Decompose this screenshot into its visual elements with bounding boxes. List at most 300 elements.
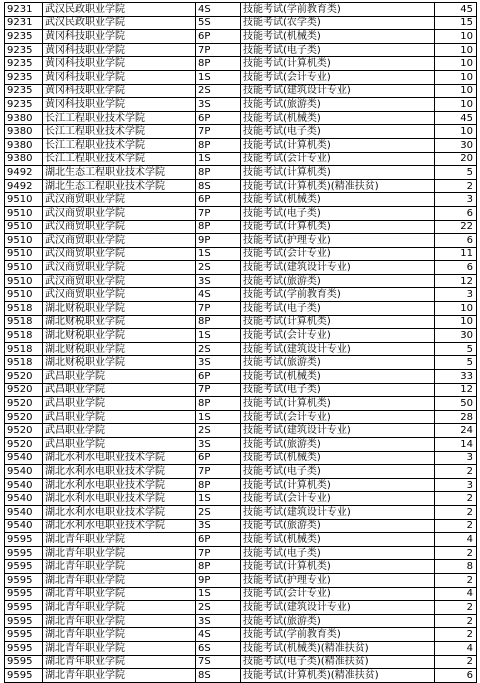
quota-cell: 3 [435,193,477,207]
school-name-cell: 武汉商贸职业学院 [43,247,196,261]
plan-code-cell: 5S [196,16,241,30]
school-code-cell: 9595 [5,573,43,587]
category-cell: 技能考试(机械类) [241,533,435,547]
category-cell: 技能考试(计算机类)(精准扶贫) [241,669,435,683]
school-name-cell: 湖北青年职业学院 [43,614,196,628]
plan-code-cell: 2S [196,424,241,438]
school-name-cell: 黄冈科技职业学院 [43,70,196,84]
plan-code-cell: 7P [196,465,241,479]
school-name-cell: 武汉民政职业学院 [43,16,196,30]
school-name-cell: 武昌职业学院 [43,397,196,411]
plan-code-cell: 1S [196,247,241,261]
school-name-cell: 长江工程职业技术学院 [43,125,196,139]
school-code-cell: 9518 [5,315,43,329]
quota-cell: 8 [435,560,477,574]
school-code-cell: 9492 [5,179,43,193]
school-name-cell: 黄冈科技职业学院 [43,43,196,57]
school-code-cell: 9540 [5,505,43,519]
category-cell: 技能考试(旅游类) [241,98,435,112]
table-row [5,234,477,248]
admissions-table-body [5,3,477,683]
quota-cell: 5 [435,356,477,370]
plan-code-cell: 3S [196,274,241,288]
category-cell: 技能考试(会计专业) [241,410,435,424]
school-code-cell: 9520 [5,370,43,384]
category-cell: 技能考试(机械类)(精准扶贫) [241,641,435,655]
category-cell: 技能考试(机械类) [241,370,435,384]
plan-code-cell: 8P [196,166,241,180]
category-cell: 技能考试(电子类) [241,546,435,560]
table-row [5,30,477,44]
school-code-cell: 9595 [5,669,43,683]
school-name-cell: 湖北青年职业学院 [43,533,196,547]
plan-code-cell: 7P [196,206,241,220]
quota-cell: 20 [435,152,477,166]
school-name-cell: 黄冈科技职业学院 [43,98,196,112]
school-code-cell: 9540 [5,492,43,506]
table-row [5,57,477,71]
school-name-cell: 武昌职业学院 [43,383,196,397]
category-cell: 技能考试(护理专业) [241,573,435,587]
category-cell: 技能考试(机械类) [241,30,435,44]
plan-code-cell: 7P [196,383,241,397]
school-name-cell: 湖北水利水电职业技术学院 [43,519,196,533]
school-name-cell: 黄冈科技职业学院 [43,84,196,98]
quota-cell: 2 [435,505,477,519]
table-row [5,424,477,438]
school-code-cell: 9595 [5,601,43,615]
table-row [5,383,477,397]
school-code-cell: 9510 [5,247,43,261]
table-row [5,342,477,356]
category-cell: 技能考试(电子类) [241,125,435,139]
table-row [5,669,477,683]
table-row [5,220,477,234]
quota-cell: 2 [435,628,477,642]
school-name-cell: 武昌职业学院 [43,410,196,424]
school-name-cell: 湖北青年职业学院 [43,601,196,615]
table-row [5,206,477,220]
table-row [5,111,477,125]
school-name-cell: 湖北水利水电职业技术学院 [43,451,196,465]
category-cell: 技能考试(电子类)(精准扶贫) [241,655,435,669]
quota-cell: 12 [435,274,477,288]
school-name-cell: 湖北青年职业学院 [43,655,196,669]
table-row [5,84,477,98]
school-name-cell: 湖北青年职业学院 [43,546,196,560]
plan-code-cell: 6P [196,193,241,207]
plan-code-cell: 6P [196,370,241,384]
plan-code-cell: 8P [196,315,241,329]
school-name-cell: 湖北财税职业学院 [43,302,196,316]
school-code-cell: 9510 [5,234,43,248]
school-code-cell: 9510 [5,193,43,207]
school-code-cell: 9235 [5,84,43,98]
school-code-cell: 9380 [5,111,43,125]
school-name-cell: 黄冈科技职业学院 [43,30,196,44]
table-row [5,641,477,655]
category-cell: 技能考试(旅游类) [241,614,435,628]
quota-cell: 10 [435,57,477,71]
quota-cell: 3 [435,451,477,465]
quota-cell: 6 [435,206,477,220]
category-cell: 技能考试(会计专业) [241,70,435,84]
quota-cell: 14 [435,438,477,452]
table-row [5,125,477,139]
category-cell: 技能考试(计算机类) [241,315,435,329]
plan-code-cell: 6P [196,451,241,465]
school-name-cell: 湖北水利水电职业技术学院 [43,478,196,492]
plan-code-cell: 6P [196,111,241,125]
table-row [5,533,477,547]
school-name-cell: 武汉商贸职业学院 [43,234,196,248]
category-cell: 技能考试(计算机类) [241,166,435,180]
school-code-cell: 9595 [5,560,43,574]
category-cell: 技能考试(计算机类) [241,138,435,152]
school-name-cell: 湖北青年职业学院 [43,669,196,683]
plan-code-cell: 1S [196,70,241,84]
quota-cell: 2 [435,465,477,479]
school-name-cell: 武汉商贸职业学院 [43,288,196,302]
table-row [5,614,477,628]
category-cell: 技能考试(计算机类) [241,220,435,234]
plan-code-cell: 4S [196,628,241,642]
category-cell: 技能考试(学前教育类) [241,628,435,642]
quota-cell: 2 [435,614,477,628]
plan-code-cell: 8P [196,138,241,152]
school-name-cell: 湖北财税职业学院 [43,315,196,329]
quota-cell: 22 [435,220,477,234]
category-cell: 技能考试(护理专业) [241,234,435,248]
category-cell: 技能考试(建筑设计专业) [241,84,435,98]
table-row [5,356,477,370]
school-name-cell: 长江工程职业技术学院 [43,111,196,125]
table-row [5,451,477,465]
category-cell: 技能考试(会计专业) [241,492,435,506]
category-cell: 技能考试(会计专业) [241,152,435,166]
school-code-cell: 9520 [5,410,43,424]
school-code-cell: 9595 [5,655,43,669]
table-row [5,397,477,411]
school-name-cell: 湖北青年职业学院 [43,573,196,587]
plan-code-cell: 3S [196,98,241,112]
table-row [5,628,477,642]
quota-cell: 12 [435,383,477,397]
category-cell: 技能考试(建筑设计专业) [241,601,435,615]
quota-cell: 6 [435,234,477,248]
plan-code-cell: 6P [196,30,241,44]
school-name-cell: 黄冈科技职业学院 [43,57,196,71]
table-row [5,16,477,30]
plan-code-cell: 9P [196,573,241,587]
quota-cell: 50 [435,397,477,411]
school-code-cell: 9518 [5,356,43,370]
category-cell: 技能考试(电子类) [241,383,435,397]
quota-cell: 11 [435,247,477,261]
category-cell: 技能考试(旅游类) [241,356,435,370]
table-row [5,370,477,384]
school-code-cell: 9235 [5,43,43,57]
school-name-cell: 湖北财税职业学院 [43,356,196,370]
quota-cell: 3 [435,288,477,302]
table-row [5,179,477,193]
quota-cell: 4 [435,533,477,547]
table-row [5,43,477,57]
plan-code-cell: 8P [196,220,241,234]
school-code-cell: 9595 [5,587,43,601]
school-code-cell: 9510 [5,261,43,275]
category-cell: 技能考试(会计专业) [241,247,435,261]
category-cell: 技能考试(机械类) [241,451,435,465]
category-cell: 技能考试(计算机类) [241,478,435,492]
table-row [5,247,477,261]
school-name-cell: 武汉商贸职业学院 [43,220,196,234]
quota-cell: 10 [435,302,477,316]
school-name-cell: 武昌职业学院 [43,438,196,452]
plan-code-cell: 8P [196,397,241,411]
school-name-cell: 湖北水利水电职业技术学院 [43,505,196,519]
table-row [5,329,477,343]
category-cell: 技能考试(建筑设计专业) [241,424,435,438]
category-cell: 技能考试(会计专业) [241,587,435,601]
plan-code-cell: 4S [196,288,241,302]
school-code-cell: 9492 [5,166,43,180]
category-cell: 技能考试(计算机类) [241,397,435,411]
quota-cell: 5 [435,342,477,356]
table-row [5,438,477,452]
category-cell: 技能考试(电子类) [241,43,435,57]
plan-code-cell: 3S [196,519,241,533]
plan-code-cell: 2S [196,505,241,519]
school-code-cell: 9231 [5,16,43,30]
quota-cell: 45 [435,3,477,17]
school-name-cell: 湖北青年职业学院 [43,641,196,655]
category-cell: 技能考试(机械类) [241,193,435,207]
plan-code-cell: 7P [196,125,241,139]
table-row [5,560,477,574]
quota-cell: 10 [435,30,477,44]
quota-cell: 10 [435,98,477,112]
plan-code-cell: 1S [196,329,241,343]
category-cell: 技能考试(电子类) [241,465,435,479]
school-code-cell: 9595 [5,628,43,642]
plan-code-cell: 8P [196,560,241,574]
table-row [5,152,477,166]
quota-cell: 30 [435,138,477,152]
school-code-cell: 9510 [5,206,43,220]
plan-code-cell: 2S [196,84,241,98]
quota-cell: 5 [435,166,477,180]
table-row [5,478,477,492]
plan-code-cell: 2S [196,601,241,615]
plan-code-cell: 7P [196,546,241,560]
school-name-cell: 武昌职业学院 [43,424,196,438]
category-cell: 技能考试(计算机类) [241,560,435,574]
quota-cell: 2 [435,655,477,669]
table-row [5,587,477,601]
school-name-cell: 长江工程职业技术学院 [43,152,196,166]
school-code-cell: 9595 [5,641,43,655]
school-code-cell: 9595 [5,546,43,560]
table-row [5,302,477,316]
quota-cell: 4 [435,587,477,601]
quota-cell: 2 [435,546,477,560]
quota-cell: 24 [435,424,477,438]
school-name-cell: 湖北生态工程职业技术学院 [43,179,196,193]
plan-code-cell: 6S [196,641,241,655]
quota-cell: 10 [435,43,477,57]
plan-code-cell: 2S [196,342,241,356]
table-row [5,193,477,207]
category-cell: 技能考试(机械类) [241,111,435,125]
plan-code-cell: 7P [196,302,241,316]
school-code-cell: 9520 [5,397,43,411]
school-name-cell: 湖北财税职业学院 [43,329,196,343]
school-code-cell: 9520 [5,424,43,438]
quota-cell: 45 [435,111,477,125]
school-code-cell: 9380 [5,125,43,139]
school-code-cell: 9510 [5,220,43,234]
table-row [5,655,477,669]
school-code-cell: 9235 [5,98,43,112]
plan-code-cell: 7P [196,43,241,57]
table-row [5,166,477,180]
quota-cell: 3 [435,478,477,492]
category-cell: 技能考试(学前教育类) [241,3,435,17]
school-code-cell: 9518 [5,342,43,356]
quota-cell: 30 [435,329,477,343]
table-row [5,98,477,112]
category-cell: 技能考试(电子类) [241,302,435,316]
table-row [5,3,477,17]
quota-cell: 10 [435,125,477,139]
school-code-cell: 9510 [5,274,43,288]
quota-cell: 2 [435,601,477,615]
category-cell: 技能考试(旅游类) [241,519,435,533]
school-code-cell: 9235 [5,70,43,84]
quota-cell: 28 [435,410,477,424]
table-row [5,492,477,506]
school-code-cell: 9235 [5,57,43,71]
school-code-cell: 9231 [5,3,43,17]
category-cell: 技能考试(计算机类)(精准扶贫) [241,179,435,193]
quota-cell: 2 [435,519,477,533]
plan-code-cell: 3S [196,438,241,452]
table-row [5,546,477,560]
plan-code-cell: 7S [196,655,241,669]
school-name-cell: 武汉商贸职业学院 [43,206,196,220]
school-code-cell: 9540 [5,451,43,465]
category-cell: 技能考试(建筑设计专业) [241,505,435,519]
category-cell: 技能考试(建筑设计专业) [241,342,435,356]
quota-cell: 10 [435,315,477,329]
plan-code-cell: 8P [196,57,241,71]
category-cell: 技能考试(电子类) [241,206,435,220]
school-name-cell: 湖北财税职业学院 [43,342,196,356]
school-code-cell: 9595 [5,533,43,547]
school-name-cell: 武汉商贸职业学院 [43,193,196,207]
school-code-cell: 9510 [5,288,43,302]
plan-code-cell: 4S [196,3,241,17]
table-row [5,261,477,275]
quota-cell: 2 [435,179,477,193]
school-code-cell: 9235 [5,30,43,44]
table-row [5,315,477,329]
category-cell: 技能考试(计算机类) [241,57,435,71]
quota-cell: 6 [435,669,477,683]
category-cell: 技能考试(旅游类) [241,274,435,288]
plan-code-cell: 1S [196,152,241,166]
school-name-cell: 长江工程职业技术学院 [43,138,196,152]
plan-code-cell: 1S [196,492,241,506]
plan-code-cell: 8P [196,478,241,492]
plan-code-cell: 1S [196,410,241,424]
school-code-cell: 9540 [5,478,43,492]
table-row [5,519,477,533]
category-cell: 技能考试(农学类) [241,16,435,30]
school-code-cell: 9520 [5,383,43,397]
school-name-cell: 湖北水利水电职业技术学院 [43,492,196,506]
table-row [5,70,477,84]
school-name-cell: 湖北青年职业学院 [43,560,196,574]
table-row [5,465,477,479]
quota-cell: 33 [435,370,477,384]
category-cell: 技能考试(学前教育类) [241,288,435,302]
table-row [5,288,477,302]
quota-cell: 4 [435,641,477,655]
school-name-cell: 湖北青年职业学院 [43,628,196,642]
school-name-cell: 武汉商贸职业学院 [43,274,196,288]
school-code-cell: 9595 [5,614,43,628]
quota-cell: 10 [435,84,477,98]
plan-code-cell: 1S [196,587,241,601]
plan-code-cell: 3S [196,614,241,628]
quota-cell: 2 [435,573,477,587]
school-code-cell: 9540 [5,465,43,479]
table-row [5,410,477,424]
table-row [5,573,477,587]
plan-code-cell: 3S [196,356,241,370]
category-cell: 技能考试(会计专业) [241,329,435,343]
school-code-cell: 9380 [5,152,43,166]
table-row [5,138,477,152]
plan-code-cell: 8S [196,179,241,193]
table-row [5,505,477,519]
school-name-cell: 武汉商贸职业学院 [43,261,196,275]
school-code-cell: 9518 [5,302,43,316]
quota-cell: 15 [435,16,477,30]
school-name-cell: 武昌职业学院 [43,370,196,384]
plan-code-cell: 8S [196,669,241,683]
plan-code-cell: 6P [196,533,241,547]
school-code-cell: 9518 [5,329,43,343]
plan-code-cell: 2S [196,261,241,275]
table-row [5,274,477,288]
school-name-cell: 湖北生态工程职业技术学院 [43,166,196,180]
category-cell: 技能考试(建筑设计专业) [241,261,435,275]
plan-code-cell: 9P [196,234,241,248]
quota-cell: 2 [435,492,477,506]
school-name-cell: 湖北青年职业学院 [43,587,196,601]
school-name-cell: 武汉民政职业学院 [43,3,196,17]
quota-cell: 10 [435,70,477,84]
school-code-cell: 9380 [5,138,43,152]
table-row [5,601,477,615]
quota-cell: 6 [435,261,477,275]
school-code-cell: 9540 [5,519,43,533]
school-name-cell: 湖北水利水电职业技术学院 [43,465,196,479]
admissions-table [4,2,477,683]
